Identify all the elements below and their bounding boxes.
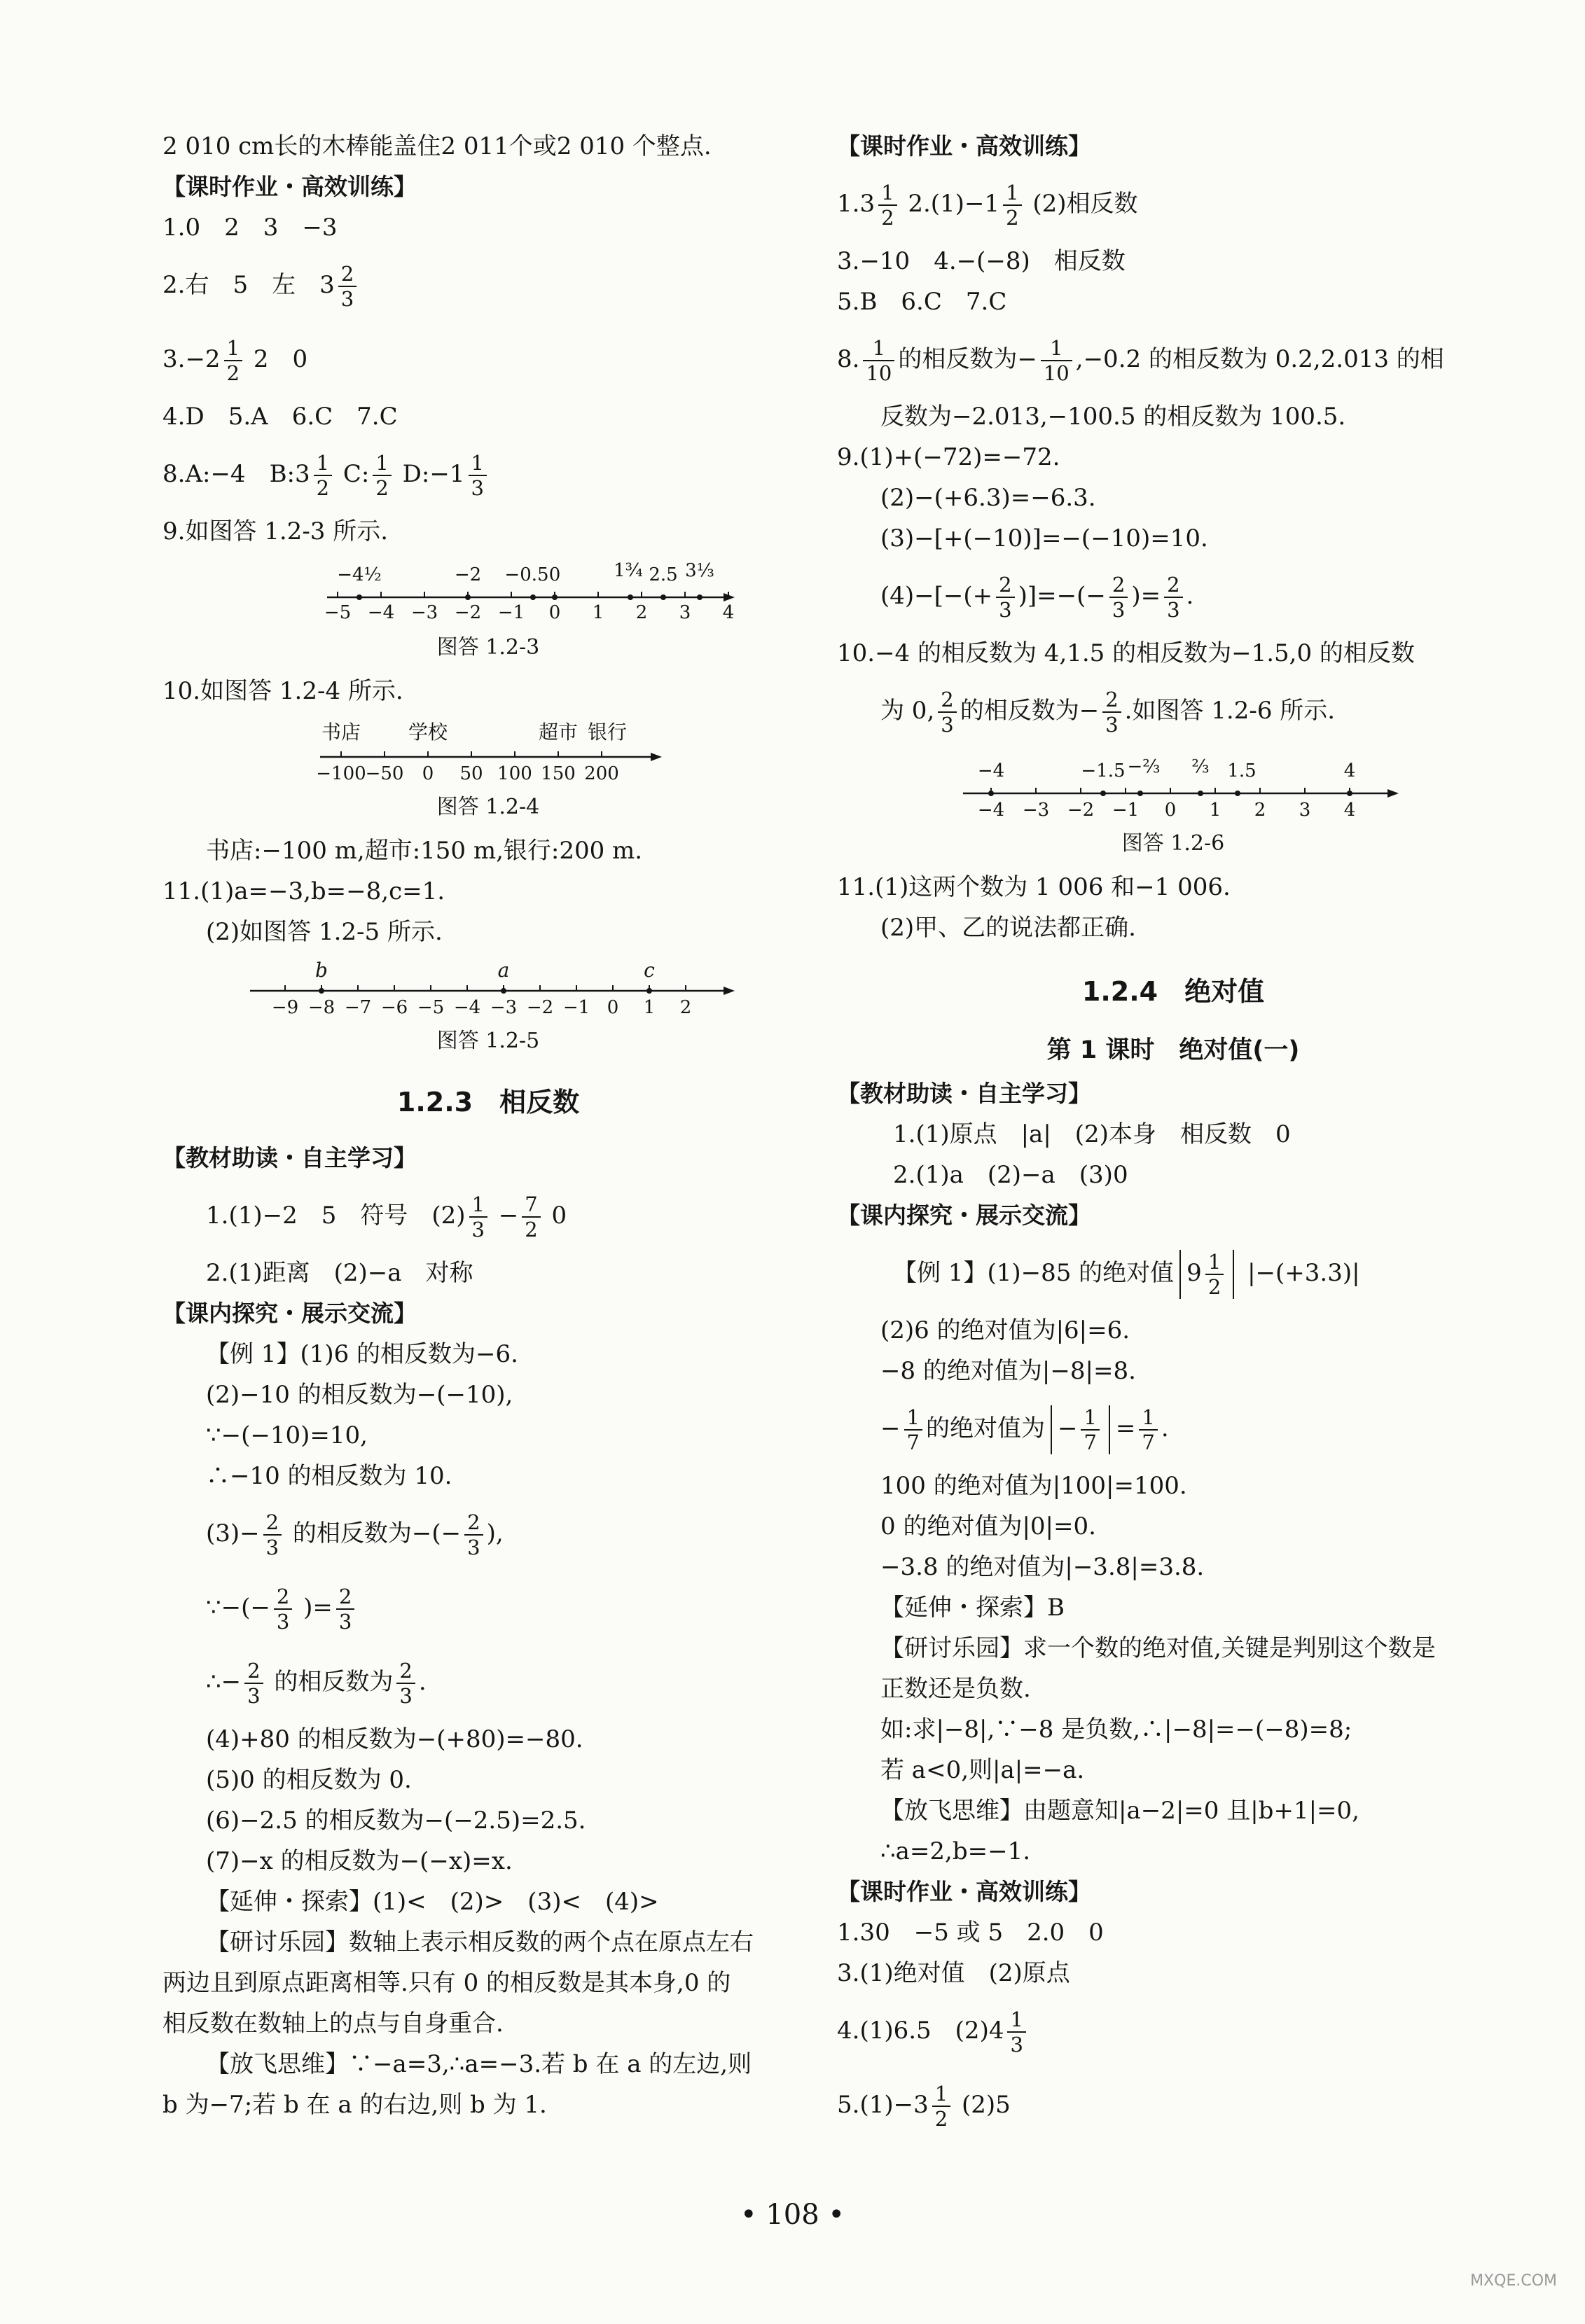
tick-label: −4	[367, 602, 395, 623]
point-mark	[1347, 791, 1352, 796]
fraction: $\frac{2}{3}$	[464, 1510, 483, 1559]
answer-line: (2)如图答 1.2-5 所示.	[206, 918, 443, 946]
point-mark	[319, 988, 324, 994]
answer-line: 1.(1)−2 5 符号 (2) $\frac{1}{3}$ − $\frac{7}{2}$ 0	[206, 1192, 567, 1241]
example-line: (7)−x 的相反数为−(−x)=x.	[206, 1847, 513, 1875]
answer-line: 1.3 $\frac{1}{2}$ 2.(1)−1 $\frac{1}{2}$ (2)相反数	[837, 181, 1138, 230]
lesson-title: 第 1 课时 绝对值(一)	[1046, 1036, 1300, 1064]
point-label: −2	[454, 564, 482, 585]
point-label: 2.5	[649, 564, 678, 585]
tick-label: 1	[592, 602, 604, 623]
tick-label: −4	[977, 800, 1005, 821]
number-line-figure-3	[229, 956, 747, 1026]
point-label: 1¾	[614, 560, 643, 581]
figure-caption: 图答 1.2-5	[436, 1029, 540, 1053]
tick-label: 50	[459, 763, 483, 784]
example-line: ∵−(−10)=10,	[206, 1421, 368, 1449]
place-label: 学校	[408, 721, 448, 744]
point-label: −1.5	[1081, 760, 1126, 781]
tick-label: 0	[607, 997, 619, 1018]
answer-line: 1.0 2 3 −3	[162, 214, 338, 242]
answer-line: 2.(1)a (2)−a (3)0	[893, 1161, 1128, 1189]
answer-line: (4)−[−(+ $\frac{2}{3}$ )]=−(− $\frac{2}{3}$ )= $\frac{2}{3}$ .	[880, 573, 1194, 622]
tick-label: 200	[584, 763, 619, 784]
point-label: 1.5	[1227, 760, 1257, 781]
section-header: 【教材助读・自主学习】	[837, 1080, 1091, 1107]
answer-line: 5.(1)−3 $\frac{1}{2}$ (2)5	[837, 2082, 1011, 2131]
example-line: (2)6 的绝对值为|6|=6.	[880, 1316, 1130, 1344]
answer-line: 8. $\frac{1}{10}$ 的相反数为− $\frac{1}{10}$ ,−0.2 的相反数为 0.2,2.013 的相	[837, 336, 1444, 385]
answer-line: 书店:−100 m,超市:150 m,银行:200 m.	[206, 837, 643, 865]
figure-caption: 图答 1.2-6	[1121, 831, 1225, 856]
answer-line: 2.右 5 左 3 $\frac{2}{3}$	[162, 251, 814, 319]
tick-label: −3	[490, 997, 518, 1018]
answer-line: 反数为−2.013,−100.5 的相反数为 100.5.	[880, 403, 1346, 431]
place-label: 超市	[538, 721, 579, 744]
example-line: (2)−10 的相反数为−(−10),	[206, 1381, 513, 1409]
example-line: 0 的绝对值为|0|=0.	[880, 1512, 1096, 1540]
fraction: $\frac{2}{3}$	[1109, 573, 1128, 622]
tick-label: 0	[548, 602, 561, 623]
number-line-figure-4	[935, 751, 1411, 828]
tick-label: 2	[635, 602, 648, 623]
example-line: (6)−2.5 的相反数为−(−2.5)=2.5.	[206, 1807, 586, 1835]
tick-label: −2	[454, 602, 482, 623]
watermark: MXQE.COM	[1470, 2272, 1557, 2290]
tick-label: 4	[722, 602, 735, 623]
discussion-line: 相反数在数轴上的点与自身重合.	[162, 2010, 504, 2038]
right-column	[837, 130, 1509, 2145]
fraction: $\frac{1}{2}$	[1205, 1250, 1224, 1299]
tick-label: 1	[643, 997, 656, 1018]
point-label: a	[497, 959, 510, 982]
answer-line: 2.(1)距离 (2)−a 对称	[206, 1259, 473, 1287]
place-label: 书店	[321, 721, 361, 744]
fraction: $\frac{1}{2}$	[878, 181, 897, 230]
example-line: (5)0 的相反数为 0.	[206, 1766, 412, 1794]
point-mark	[1198, 791, 1203, 796]
text-line: 2 010 cm长的木棒能盖住2 011个或2 010 个整点.	[162, 132, 712, 160]
section-header: 【课时作业・高效训练】	[837, 132, 1091, 160]
point-label: −4½	[337, 564, 382, 585]
discussion-line: 正数还是负数.	[880, 1675, 1031, 1703]
left-column	[162, 130, 814, 2129]
point-mark	[465, 594, 471, 600]
answer-line: 5.B 6.C 7.C	[837, 288, 1007, 316]
tick-label: −8	[307, 997, 335, 1018]
tick-label: 0	[422, 763, 434, 784]
point-label: 4	[1343, 760, 1356, 781]
tick-label: 1	[1209, 800, 1221, 821]
fraction: $\frac{1}{10}$	[863, 336, 894, 385]
answer-line: 4.(1)6.5 (2)4 $\frac{1}{3}$	[837, 1997, 1509, 2064]
example-line: − $\frac{1}{7}$ 的绝对值为 − $\frac{1}{7}$ = $\frac{1}{7}$ .	[880, 1405, 1169, 1454]
fraction: $\frac{1}{7}$	[904, 1405, 922, 1454]
figure-caption: 图答 1.2-4	[436, 795, 540, 819]
point-mark	[697, 594, 702, 600]
place-label: 银行	[587, 721, 628, 744]
section-header: 【课内探究・展示交流】	[837, 1202, 1091, 1229]
point-mark	[988, 791, 994, 796]
example-line: 【例 1】(1)−85 的绝对值 9 $\frac{1}{2}$ |−(+3.3)|	[893, 1250, 1360, 1299]
point-mark	[1100, 791, 1106, 796]
fraction: $\frac{2}{3}$	[263, 1510, 282, 1559]
extension-line: 【延伸・探索】(1)< (2)> (3)< (4)>	[206, 1888, 659, 1916]
tick-label: 4	[1343, 800, 1356, 821]
fraction: $\frac{1}{2}$	[314, 451, 332, 500]
point-label: −4	[977, 760, 1005, 781]
point-mark	[646, 988, 652, 994]
fraction: $\frac{2}{3}$	[396, 1659, 415, 1708]
answer-line: 1.(1)原点 |a| (2)本身 相反数 0	[893, 1120, 1291, 1148]
tick-label: −9	[271, 997, 299, 1018]
example-line: −3.8 的绝对值为|−3.8|=3.8.	[880, 1553, 1205, 1581]
section-title: 1.2.3 相反数	[396, 1087, 580, 1118]
fraction: $\frac{1}{3}$	[1007, 2008, 1025, 2057]
number-line-figure-1	[236, 555, 740, 632]
discussion-line: 若 a<0,则|a|=−a.	[880, 1756, 1085, 1784]
section-title: 1.2.4 绝对值	[1081, 976, 1265, 1007]
tick-label: −7	[344, 997, 372, 1018]
fraction: $\frac{7}{2}$	[522, 1192, 540, 1241]
tick-label: 3	[679, 602, 691, 623]
answer-line: 9.(1)+(−72)=−72.	[837, 443, 1060, 471]
fraction: $\frac{1}{10}$	[1041, 336, 1072, 385]
tick-label: −3	[410, 602, 438, 623]
discussion-line: 【研讨乐园】求一个数的绝对值,关键是判别这个数是	[880, 1634, 1436, 1662]
fraction: $\frac{1}{2}$	[224, 336, 242, 385]
fraction: $\frac{2}{3}$	[1164, 573, 1182, 622]
fraction: $\frac{1}{2}$	[373, 451, 391, 500]
example-line: (3)− $\frac{2}{3}$ 的相反数为−(− $\frac{2}{3}$ ),	[206, 1510, 504, 1559]
fraction: $\frac{1}{7}$	[1081, 1405, 1099, 1454]
tick-label: −1	[562, 997, 590, 1018]
thinking-line: 【放飞思维】由题意知|a−2|=0 且|b+1|=0,	[880, 1797, 1359, 1825]
thinking-line: ∴a=2,b=−1.	[880, 1837, 1031, 1865]
tick-label: −4	[453, 997, 481, 1018]
fraction: $\frac{2}{3}$	[996, 573, 1014, 622]
tick-label: −5	[417, 997, 445, 1018]
point-label: 3⅓	[685, 560, 714, 581]
example-line: 100 的绝对值为|100|=100.	[880, 1472, 1187, 1500]
tick-label: −100	[316, 763, 366, 784]
point-mark	[530, 594, 536, 600]
point-label: −⅔	[1127, 756, 1161, 777]
section-header: 【课内探究・展示交流】	[162, 1300, 417, 1327]
answer-line: (2)−(+6.3)=−6.3.	[880, 484, 1096, 512]
point-mark	[501, 988, 506, 994]
fraction: $\frac{2}{3}$	[338, 262, 357, 311]
discussion-line: 【研讨乐园】数轴上表示相反数的两个点在原点左右	[206, 1928, 754, 1956]
example-line: (4)+80 的相反数为−(+80)=−80.	[206, 1725, 583, 1753]
fraction: $\frac{2}{3}$	[274, 1585, 292, 1634]
fraction: $\frac{1}{2}$	[1003, 181, 1021, 230]
page-number: • 108 •	[740, 2199, 845, 2231]
answer-line: 11.(1)a=−3,b=−8,c=1.	[162, 877, 445, 905]
tick-label: −6	[380, 997, 408, 1018]
point-label: b	[315, 959, 328, 982]
thinking-line: 【放飞思维】∵−a=3,∴a=−3.若 b 在 a 的左边,则	[206, 2050, 752, 2078]
tick-label: −2	[1067, 800, 1095, 821]
point-mark	[552, 594, 558, 600]
tick-label: −3	[1022, 800, 1050, 821]
tick-label: −50	[365, 763, 404, 784]
point-mark	[1137, 791, 1143, 796]
tick-label: −1	[1112, 800, 1140, 821]
answer-line: 1.30 −5 或 5 2.0 0	[837, 1919, 1104, 1947]
tick-label: 100	[497, 763, 532, 784]
answer-line: 3.−2 $\frac{1}{2}$ 2 0	[162, 336, 308, 385]
tick-label: 2	[1254, 800, 1266, 821]
section-header: 【课时作业・高效训练】	[837, 1878, 1091, 1905]
tick-label: 2	[679, 997, 692, 1018]
answer-line: 8.A:−4 B:3 $\frac{1}{2}$ C: $\frac{1}{2}$ D:−1 $\frac{1}{3}$	[162, 440, 814, 508]
section-header: 【课时作业・高效训练】	[162, 173, 417, 200]
point-label: ⅔	[1191, 756, 1210, 777]
answer-line: 3.(1)绝对值 (2)原点	[837, 1959, 1070, 1987]
answer-line: 10.如图答 1.2-4 所示.	[162, 677, 403, 705]
answer-line: 为 0, $\frac{2}{3}$ 的相反数为− $\frac{2}{3}$ .如图答 1.2-6 所示.	[880, 688, 1336, 737]
extension-line: 【延伸・探索】B	[880, 1594, 1065, 1622]
tick-label: 0	[1164, 800, 1177, 821]
fraction: $\frac{2}{3}$	[938, 688, 956, 737]
number-line-figure-2	[306, 715, 670, 792]
point-mark	[357, 594, 362, 600]
answer-line: 10.−4 的相反数为 4,1.5 的相反数为−1.5,0 的相反数	[837, 639, 1415, 667]
fraction: $\frac{1}{2}$	[932, 2082, 950, 2131]
point-label: 0	[548, 564, 561, 585]
tick-label: 150	[541, 763, 576, 784]
tick-label: −5	[324, 602, 352, 623]
fraction: $\frac{1}{7}$	[1139, 1405, 1157, 1454]
fraction: $\frac{2}{3}$	[1102, 688, 1121, 737]
example-line: ∴−10 的相反数为 10.	[206, 1462, 452, 1490]
fraction: $\frac{1}{3}$	[469, 1192, 487, 1241]
answer-line: 4.D 5.A 6.C 7.C	[162, 403, 398, 431]
answer-line: (2)甲、乙的说法都正确.	[880, 914, 1136, 942]
section-header: 【教材助读・自主学习】	[162, 1144, 417, 1171]
answer-line: 9.如图答 1.2-3 所示.	[162, 517, 389, 545]
fraction: $\frac{2}{3}$	[336, 1585, 354, 1634]
example-line: ∴− $\frac{2}{3}$ 的相反数为 $\frac{2}{3}$ .	[206, 1659, 427, 1708]
example-line: −8 的绝对值为|−8|=8.	[880, 1357, 1136, 1385]
point-mark	[628, 594, 633, 600]
example-line: ∵−(− $\frac{2}{3}$ )= $\frac{2}{3}$	[162, 1574, 814, 1641]
fraction: $\frac{2}{3}$	[244, 1659, 263, 1708]
fraction: $\frac{1}{3}$	[469, 451, 487, 500]
figure-caption: 图答 1.2-3	[436, 635, 540, 660]
thinking-line: b 为−7;若 b 在 a 的右边,则 b 为 1.	[162, 2091, 547, 2119]
tick-label: 3	[1299, 800, 1311, 821]
discussion-line: 如:求|−8|,∵−8 是负数,∴|−8|=−(−8)=8;	[880, 1716, 1352, 1744]
answer-line: 3.−10 4.−(−8) 相反数	[837, 247, 1126, 275]
point-mark	[660, 594, 666, 600]
discussion-line: 两边且到原点距离相等.只有 0 的相反数是其本身,0 的	[162, 1969, 731, 1997]
answer-line: (3)−[+(−10)]=−(−10)=10.	[880, 524, 1208, 552]
point-label: c	[644, 959, 655, 982]
answer-line: 11.(1)这两个数为 1 006 和−1 006.	[837, 873, 1231, 901]
tick-label: −1	[497, 602, 525, 623]
point-mark	[1235, 791, 1240, 796]
tick-label: −2	[526, 997, 554, 1018]
point-label: −0.5	[504, 564, 549, 585]
example-line: 【例 1】(1)6 的相反数为−6.	[206, 1340, 518, 1368]
